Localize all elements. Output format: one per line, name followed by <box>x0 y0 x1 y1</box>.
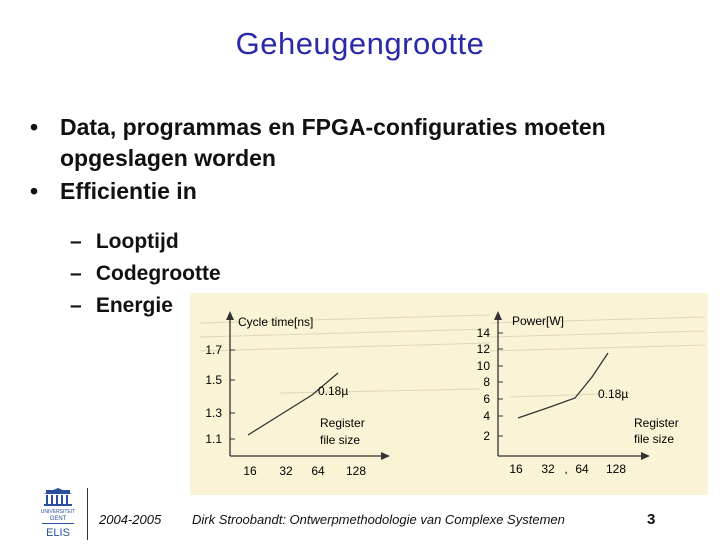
sub-bullet-text: Energie <box>95 294 173 317</box>
right-y-tick: 12 <box>476 342 490 356</box>
right-x-tick: 32 <box>541 462 555 476</box>
logo-text-elis: ELIS <box>46 527 70 539</box>
right-x-label: Register <box>634 416 679 430</box>
left-y-tick: 1.7 <box>205 343 222 357</box>
right-x-tick: 128 <box>605 462 627 476</box>
logo-text-gent: GENT <box>49 516 67 522</box>
left-y-tick: 1.5 <box>205 373 222 387</box>
right-x-tick: 16 <box>509 462 523 476</box>
footer-author: Dirk Stroobandt: Ontwerpmethodologie van Complexe Systemen <box>192 512 565 527</box>
logo-text-university: UNIVERSITEIT <box>40 509 76 515</box>
bullet-item <box>30 112 690 174</box>
footer-divider <box>87 488 88 540</box>
left-y-label: Cycle time[ns] <box>238 315 314 329</box>
bullet-text: Data, programmas en FPGA-configuraties moeten opgeslagen worden <box>60 114 606 171</box>
left-y-tick: 1.1 <box>205 432 222 446</box>
left-x-label: Register <box>320 416 365 430</box>
left-x-arrow-icon <box>381 452 390 460</box>
bullet-marker: • <box>30 178 39 204</box>
right-x-tick-separator: , <box>564 462 568 476</box>
sub-bullet-text: Codegrootte <box>95 262 221 285</box>
left-x-label: file size <box>320 433 361 447</box>
scanned-charts <box>190 293 708 495</box>
right-curve <box>518 353 608 418</box>
right-y-tick: 2 <box>483 429 490 443</box>
bullet-marker: • <box>30 114 39 140</box>
right-x-tick: 64 <box>575 462 589 476</box>
sub-bullet-marker: – <box>70 294 82 317</box>
footer-date: 2004-2005 <box>99 512 162 527</box>
bullet-item <box>30 176 690 207</box>
right-y-tick: 10 <box>476 359 490 373</box>
right-chart <box>477 311 679 476</box>
university-logo <box>32 488 84 540</box>
page-number: 3 <box>647 511 656 528</box>
scanned-figure <box>190 293 708 495</box>
right-curve-label: 0.18µ <box>598 387 629 401</box>
sub-bullet-marker: – <box>70 262 82 285</box>
sub-bullet-marker: – <box>70 230 82 253</box>
right-y-label: Power[W] <box>512 314 565 328</box>
bullet-list <box>30 112 690 207</box>
left-x-tick: 128 <box>345 464 367 478</box>
left-x-tick: 16 <box>243 464 257 478</box>
slide-title: Geheugengrootte <box>235 26 485 61</box>
right-y-tick: 4 <box>483 409 490 423</box>
bullet-text: Efficientie in <box>60 178 197 204</box>
left-x-tick: 64 <box>311 464 325 478</box>
right-y-tick: 14 <box>476 326 490 340</box>
left-y-tick: 1.3 <box>205 406 222 420</box>
sub-bullet-item <box>70 226 221 258</box>
sub-bullet-item <box>70 258 221 290</box>
right-x-arrow-icon <box>641 452 650 460</box>
left-x-tick: 32 <box>279 464 293 478</box>
right-y-tick: 8 <box>483 375 490 389</box>
right-y-tick: 6 <box>483 392 490 406</box>
right-x-label: file size <box>634 432 675 446</box>
right-y-arrow-icon <box>494 311 502 320</box>
sub-bullet-text: Looptijd <box>95 230 179 253</box>
left-curve-label: 0.18µ <box>318 384 349 398</box>
left-y-arrow-icon <box>226 311 234 320</box>
